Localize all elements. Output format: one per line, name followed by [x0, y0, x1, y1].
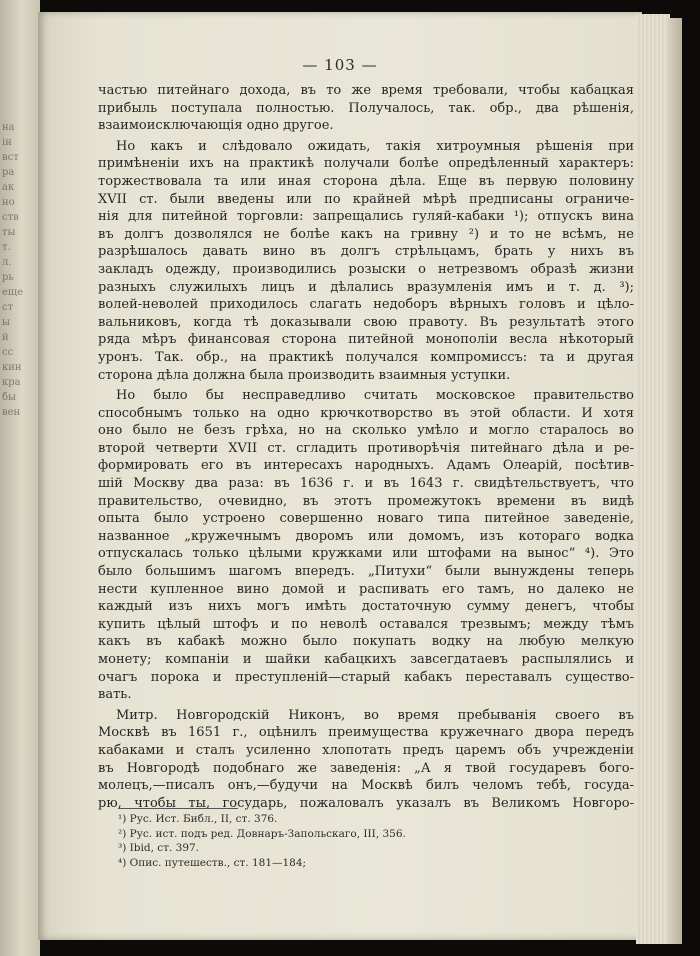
text-line: молецъ,—писалъ онъ,—будучи на Москвѣ билъ челомъ тебѣ, госуда- [98, 778, 634, 794]
text-line: торжествовала та или иная сторона дѣла. Еще въ первую половину [98, 173, 634, 189]
left-page-fragment-word: сс [2, 347, 14, 358]
text-line: въ Новгородѣ подобнаго же заведенія: „А я твой государевъ бого- [98, 760, 634, 776]
left-page-fragment-word: на [2, 122, 15, 133]
left-page-fragment-word: ст [2, 302, 14, 313]
text-line: ряда мѣръ финансовая сторона питейной монополіи весла нѣкоторый [98, 332, 634, 348]
text-line: нести купленное вино домой и распивать его тамъ, но далеко не [98, 581, 634, 597]
text-line: было большимъ шагомъ впередъ. „Питухи“ были вынуждены теперь [98, 564, 634, 580]
page-number: — 103 — [302, 56, 378, 74]
text-line: въ долгъ дозволялся не болѣе какъ на гривну ²) и то не всѣмъ, не [98, 226, 634, 242]
left-page-fragment-word: л. [2, 257, 12, 268]
page-stack-shadow [668, 18, 682, 944]
left-page-text-fragment [2, 120, 36, 880]
text-line: Митр. Новгородскій Никонъ, во время пребыванія своего въ [116, 707, 634, 723]
text-line: оно было не безъ грѣха, но на сколько умѣло и могло старалось во [98, 423, 634, 439]
text-line: взаимоисключающія одно другое. [98, 118, 334, 134]
text-line: каждый изъ нихъ могъ имѣть достаточную сумму денегъ, чтобы [98, 599, 634, 615]
page-stack-edge [636, 14, 670, 944]
text-line: шій Москву два раза: въ 1636 г. и въ 1643 г. свидѣтельствуетъ, что [98, 476, 634, 492]
text-line: опыта было устроено совершенно новаго типа питейное заведеніе, [98, 511, 634, 527]
text-line: прибыль поступала полностью. Получалось, так. обр., два рѣшенія, [98, 100, 634, 116]
left-page-fragment-word: кин [2, 362, 22, 373]
text-line: второй четверти XVII ст. сгладить противорѣчія питейнаго дѣла и ре- [98, 440, 634, 456]
left-page-fragment-word: ты [2, 227, 16, 238]
text-line: сторона дѣла должна была производить взаимныя уступки. [98, 367, 511, 383]
body-text [98, 82, 634, 812]
left-page-fragment-word: ств [2, 212, 19, 223]
text-line: вальниковъ, когда тѣ доказывали свою правоту. Въ результатѣ этого [98, 314, 634, 330]
footnote-divider [118, 808, 238, 809]
left-page-fragment-word: ра [2, 167, 15, 178]
text-line: отпускалась только цѣлыми кружками или штофами на вынос“ ⁴). Это [98, 546, 634, 562]
text-line: формировать его въ интересахъ народныхъ. Адамъ Олеарій, посѣтив- [98, 458, 634, 474]
text-line: уронъ. Так. обр., на практикѣ получался компромиссъ: та и другая [98, 349, 634, 365]
text-line: названное „кружечнымъ дворомъ или домомъ, изъ котораго водка [98, 528, 634, 544]
text-line: монету; компаніи и шайки кабацкихъ завсегдатаевъ распылялись и [98, 652, 634, 667]
text-line: разрѣшалось давать вино въ долгъ стрѣльцамъ, брать у нихъ въ [98, 244, 634, 260]
text-line: Москвѣ въ 1651 г., оцѣнилъ преимущества кружечнаго двора передъ [98, 725, 634, 741]
text-line: Но было бы несправедливо считать московское правительство [116, 388, 634, 404]
footnote: ²) Рус. ист. подъ ред. Довнаръ-Запольскаго, III, 356. [118, 827, 406, 840]
left-page-fragment-word: й [2, 332, 9, 343]
text-line: очагъ порока и преступленій—старый кабакъ переставалъ существо- [98, 669, 634, 685]
text-line: примѣненіи ихъ на практикѣ получали болѣе опредѣленный характеръ: [98, 156, 634, 172]
text-line: XVII ст. были введены или по крайней мѣрѣ предписаны ограниче- [98, 191, 634, 207]
left-page-fragment-word: вен [2, 407, 21, 418]
text-line: вать. [98, 687, 132, 703]
left-page-fragment-word: ак [2, 182, 15, 193]
left-page-fragment-word: т. [2, 242, 11, 253]
text-line: разныхъ служилыхъ лицъ и дѣлались вразумленія имъ и т. д. ³); [98, 279, 634, 295]
left-page-fragment-word: ы [2, 317, 10, 328]
text-line: купить цѣлый штофъ и по неволѣ оставался трезвымъ; между тѣмъ [98, 616, 634, 632]
text-line: какъ въ кабакѣ можно было покупать водку на любую мелкую [98, 634, 634, 650]
footnotes [118, 812, 406, 870]
text-line: рю, чтобы ты, государь, пожаловалъ указалъ въ Великомъ Новгоро- [98, 795, 634, 811]
left-page-fragment-word: вст [2, 152, 19, 163]
text-line: правительство, очевидно, въ этотъ промежутокъ времени въ видѣ [98, 493, 634, 509]
left-page-fragment-word: ін [2, 137, 12, 148]
text-line: кабаками и сталъ усиленно хлопотать предъ царемъ объ учрежденіи [98, 742, 634, 758]
left-page-fragment-word: бы [2, 392, 16, 403]
left-page-fragment-word: еще [2, 287, 24, 298]
footnote: ⁴) Опис. путешеств., ст. 181—184; [118, 856, 307, 869]
text-line: Но какъ и слѣдовало ожидать, такія хитроумныя рѣшенія при [116, 138, 634, 154]
left-page-fragment-word: но [2, 197, 15, 208]
left-page-edge [0, 0, 40, 956]
text-line: закладъ одежду, производились розыски о нетрезвомъ образѣ жизни [98, 261, 634, 277]
text-line: способнымъ только на одно крючкотворство въ этой области. И хотя [98, 405, 634, 421]
text-line: нія для питейной торговли: запрещались гуляй-кабаки ¹); отпускъ вина [98, 209, 634, 225]
text-line: волей-неволей приходилось слагать недоборъ вѣрныхъ головъ и цѣло- [98, 297, 634, 313]
text-line: частью питейнаго дохода, въ то же время требовали, чтобы кабацкая [98, 83, 634, 98]
footnote: ³) Ibid, ст. 397. [118, 842, 200, 854]
left-page-fragment-word: кра [2, 377, 21, 388]
footnote: ¹) Рус. Ист. Библ., II, ст. 376. [118, 813, 278, 825]
left-page-fragment-word: рь [2, 272, 14, 283]
